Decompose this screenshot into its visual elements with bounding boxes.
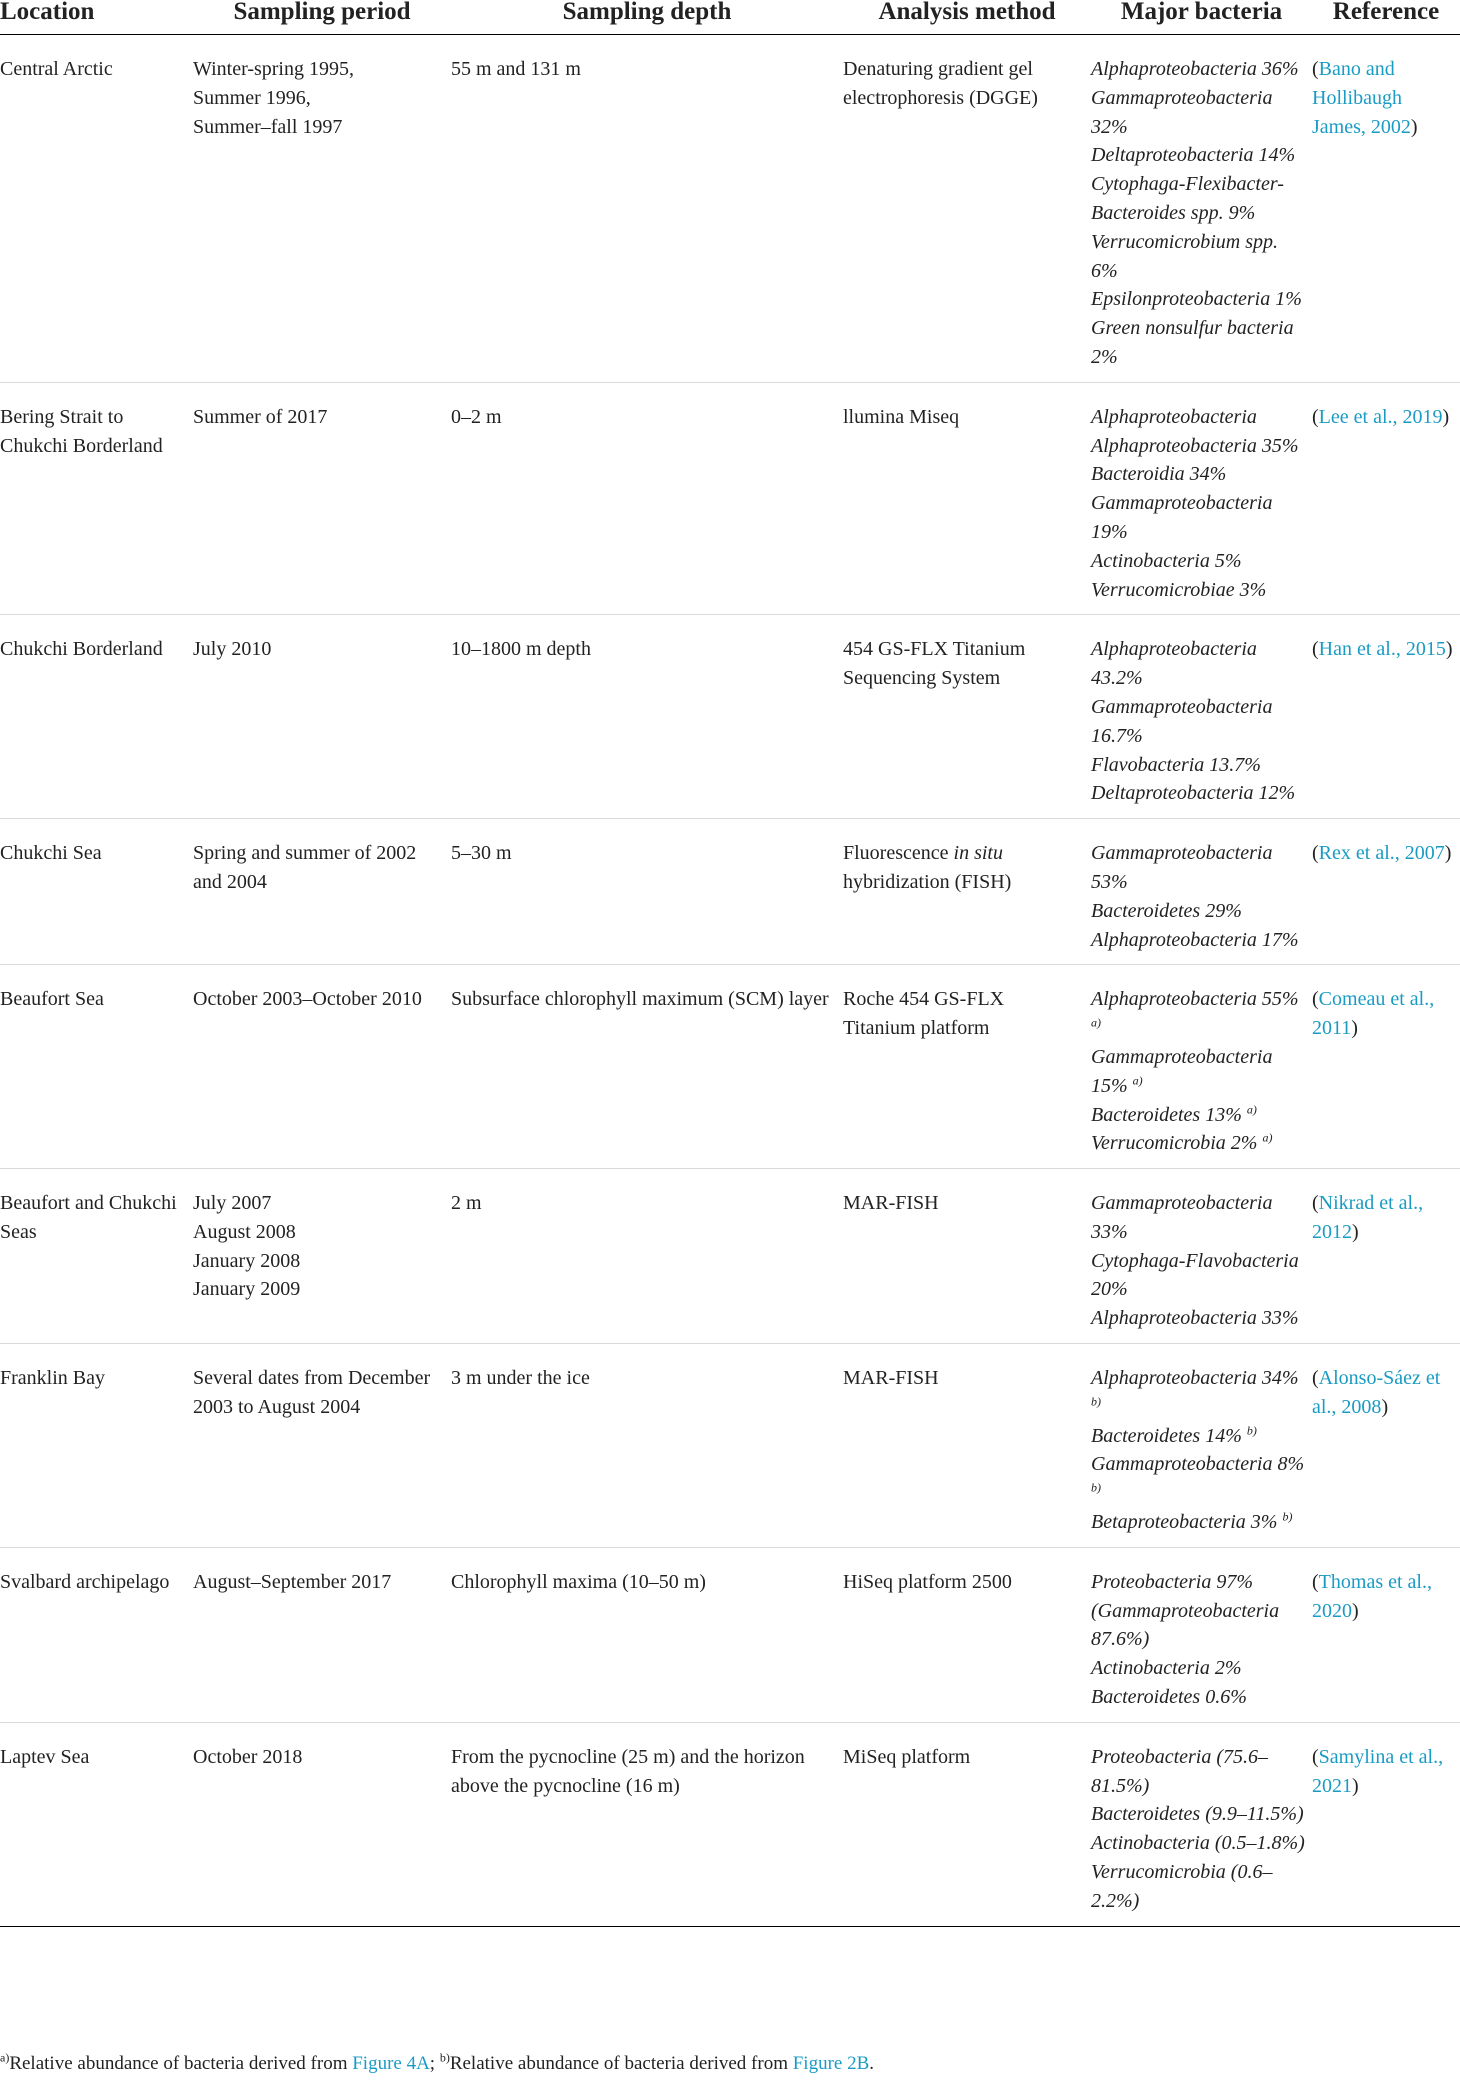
footnote-b-marker: b) xyxy=(439,2050,450,2065)
bacteria-entry xyxy=(1091,1247,1306,1305)
reference-paren-open: ( xyxy=(1312,1570,1319,1593)
table-row xyxy=(0,615,1460,819)
figure-4a-link[interactable]: Figure 4A xyxy=(352,2053,430,2074)
bacteria-text: Actinobacteria (0.5–1.8%) xyxy=(1091,1832,1305,1855)
analysis-method-cell xyxy=(843,1722,1091,1926)
location-cell xyxy=(0,965,193,1169)
reference-paren-close: ) xyxy=(1352,1774,1359,1797)
bacteria-text: Bacteroidetes 13% xyxy=(1091,1103,1242,1126)
analysis-method-cell xyxy=(843,35,1091,383)
bacteria-entry xyxy=(1091,693,1306,751)
sampling-depth-text: 2 m xyxy=(451,1192,482,1215)
bacteria-entry xyxy=(1091,170,1306,228)
analysis-method-cell xyxy=(843,1169,1091,1344)
reference-link[interactable]: Alonso-Sáez et al., 2008 xyxy=(1312,1367,1441,1418)
sampling-period-line: October 2018 xyxy=(193,1745,303,1768)
sampling-period-line: January 2009 xyxy=(193,1278,301,1301)
sampling-depth-cell xyxy=(451,1547,843,1722)
location-text: Beaufort Sea xyxy=(0,988,104,1011)
sampling-period-cell xyxy=(193,1722,451,1926)
sampling-depth-text: 55 m and 131 m xyxy=(451,58,581,80)
sampling-period-cell xyxy=(193,965,451,1169)
location-text: Chukchi Sea xyxy=(0,842,102,865)
table-row xyxy=(0,382,1460,615)
table-footnote xyxy=(0,2051,1460,2077)
analysis-method-text: Roche 454 GS-FLX Titanium platform xyxy=(843,988,1005,1040)
bacteria-text: Cytophaga-Flexibacter-Bacteroides spp. 9% xyxy=(1091,173,1284,224)
bacteria-text: Alphaproteobacteria 43.2% xyxy=(1091,638,1257,690)
major-bacteria-cell xyxy=(1091,965,1312,1169)
sampling-depth-cell xyxy=(451,615,843,819)
table-row xyxy=(0,1344,1460,1548)
analysis-method-text: 454 GS-FLX Titanium Sequencing System xyxy=(843,638,1026,690)
reference-link[interactable]: Thomas et al., 2020 xyxy=(1312,1570,1432,1622)
sampling-period-line: October 2003–October 2010 xyxy=(193,988,422,1011)
table-row xyxy=(0,1547,1460,1722)
table-body xyxy=(0,35,1460,1927)
bacteria-text: Gammaproteobacteria 15% xyxy=(1091,1045,1273,1097)
reference-paren-open: ( xyxy=(1312,842,1319,865)
location-cell xyxy=(0,615,193,819)
bacteria-text: Verrucomicrobia 2% xyxy=(1091,1132,1258,1155)
reference-paren-open: ( xyxy=(1312,1192,1319,1215)
bacteria-text: Gammaproteobacteria 33% xyxy=(1091,1192,1273,1243)
bacteria-entry xyxy=(1091,403,1306,432)
bacteria-text: Alphaproteobacteria xyxy=(1091,405,1257,428)
table-header xyxy=(0,0,1460,35)
footnote-end: . xyxy=(869,2053,874,2074)
sampling-period-cell xyxy=(193,1344,451,1548)
reference-cell xyxy=(1312,819,1460,965)
reference-cell xyxy=(1312,1547,1460,1722)
sampling-depth-text: 3 m under the ice xyxy=(451,1367,590,1390)
reference-cell xyxy=(1312,1722,1460,1926)
bacteria-text: Bacteroidetes (9.9–11.5%) xyxy=(1091,1803,1304,1826)
footnote-b-text: Relative abundance of bacteria derived from xyxy=(449,2053,793,2074)
location-cell xyxy=(0,1722,193,1926)
reference-paren-close: ) xyxy=(1444,842,1452,865)
bacteria-text: Gammaproteobacteria 19% xyxy=(1091,492,1273,543)
bacteria-text: Proteobacteria (75.6–81.5%) xyxy=(1091,1745,1269,1797)
table-row xyxy=(0,35,1460,383)
table-row xyxy=(0,965,1460,1169)
table-row xyxy=(0,1722,1460,1926)
reference-link[interactable]: Rex et al., 2007 xyxy=(1318,842,1445,865)
reference-paren-close: ) xyxy=(1352,1220,1359,1243)
major-bacteria-cell xyxy=(1091,1547,1312,1722)
bacteria-text: Deltaproteobacteria 12% xyxy=(1091,782,1296,805)
bacteria-text: Gammaproteobacteria 53% xyxy=(1091,842,1273,893)
reference-paren-open: ( xyxy=(1312,988,1319,1011)
bacteria-entry xyxy=(1091,84,1306,142)
bacteria-entry xyxy=(1091,926,1306,955)
sampling-depth-cell xyxy=(451,965,843,1169)
reference-cell xyxy=(1312,1169,1460,1344)
bacteria-entry xyxy=(1091,1043,1306,1101)
sampling-depth-cell xyxy=(451,1722,843,1926)
bacteria-text: Flavobacteria 13.7% xyxy=(1091,753,1261,776)
bacteria-text: Alphaproteobacteria 17% xyxy=(1091,928,1299,951)
bacteria-entry xyxy=(1091,432,1306,461)
reference-link[interactable]: Comeau et al., 2011 xyxy=(1312,988,1435,1040)
reference-paren-open: ( xyxy=(1312,638,1319,661)
bacteria-entry xyxy=(1091,547,1306,576)
reference-paren-open: ( xyxy=(1312,1367,1319,1390)
bacteria-entry xyxy=(1091,1683,1306,1712)
major-bacteria-cell xyxy=(1091,615,1312,819)
location-cell xyxy=(0,35,193,383)
bacteria-note-marker: a) xyxy=(1132,1073,1143,1088)
analysis-method-cell xyxy=(843,965,1091,1169)
reference-cell xyxy=(1312,35,1460,383)
location-cell xyxy=(0,1169,193,1344)
analysis-method-cell xyxy=(843,819,1091,965)
bacteria-entry xyxy=(1091,839,1306,897)
analysis-method-part: hybridization (FISH) xyxy=(843,870,1012,893)
sampling-period-cell xyxy=(193,1169,451,1344)
bacteria-entry xyxy=(1091,576,1306,605)
table-row xyxy=(0,1169,1460,1344)
major-bacteria-cell xyxy=(1091,35,1312,383)
bacteria-entry xyxy=(1091,985,1306,1043)
bacteria-entry xyxy=(1091,635,1306,693)
location-cell xyxy=(0,1344,193,1548)
header-reference: Reference xyxy=(1312,0,1460,35)
bacteria-text: Actinobacteria 5% xyxy=(1091,549,1242,572)
header-row xyxy=(0,0,1460,35)
bacteria-entry xyxy=(1091,1129,1306,1158)
header-sampling-period: Sampling period xyxy=(193,0,451,35)
sampling-period-line: Summer of 2017 xyxy=(193,405,328,428)
sampling-depth-text: Chlorophyll maxima (10–50 m) xyxy=(451,1570,706,1593)
bacteria-text: Bacteroidetes 29% xyxy=(1091,899,1242,922)
reference-paren-open: ( xyxy=(1312,1745,1319,1768)
sampling-depth-cell xyxy=(451,1169,843,1344)
sampling-period-line: Spring and summer of 2002 and 2004 xyxy=(193,842,417,893)
analysis-method-text: llumina Miseq xyxy=(843,405,960,428)
bacteria-note-marker: a) xyxy=(1246,1101,1257,1116)
bacteria-entry xyxy=(1091,1508,1306,1537)
bacteria-text: Verrucomicrobiae 3% xyxy=(1091,578,1267,601)
location-text: Svalbard archipelago xyxy=(0,1570,170,1593)
analysis-method-part: Fluorescence xyxy=(843,842,954,865)
analysis-method-cell xyxy=(843,615,1091,819)
bacteria-text: Betaproteobacteria 3% xyxy=(1091,1511,1278,1534)
bacteria-text: Alphaproteobacteria 34% xyxy=(1091,1367,1299,1390)
bacteria-text: Gammaproteobacteria 32% xyxy=(1091,86,1273,138)
reference-cell xyxy=(1312,1344,1460,1548)
sampling-period-cell xyxy=(193,819,451,965)
table-row xyxy=(0,819,1460,965)
reference-paren-close: ) xyxy=(1445,638,1453,661)
bacteria-entry xyxy=(1091,1829,1306,1858)
bacteria-entry xyxy=(1091,1101,1306,1130)
sampling-period-cell xyxy=(193,382,451,615)
footnote-a-text: Relative abundance of bacteria derived from xyxy=(9,2053,353,2074)
bacteria-text: Alphaproteobacteria 35% xyxy=(1091,434,1299,457)
header-sampling-depth: Sampling depth xyxy=(451,0,843,35)
reference-paren-close: ) xyxy=(1410,115,1418,138)
bacteria-text: Bacteroidia 34% xyxy=(1091,463,1227,486)
location-cell xyxy=(0,382,193,615)
bacteria-text: Alphaproteobacteria 55% xyxy=(1091,988,1299,1011)
header-major-bacteria: Major bacteria xyxy=(1091,0,1312,35)
bacteria-entry xyxy=(1091,1858,1306,1916)
reference-cell xyxy=(1312,615,1460,819)
sampling-period-line: January 2008 xyxy=(193,1249,301,1272)
sampling-period-line: July 2010 xyxy=(193,638,272,661)
bacteria-text: Alphaproteobacteria 36% xyxy=(1091,58,1299,80)
sampling-period-cell xyxy=(193,35,451,383)
bacteria-text: Cytophaga-Flavobacteria 20% xyxy=(1091,1249,1299,1301)
sampling-depth-text: 0–2 m xyxy=(451,405,502,428)
sampling-depth-text: Subsurface chlorophyll maximum (SCM) layer xyxy=(451,988,829,1011)
bacteria-entry xyxy=(1091,141,1306,170)
reference-paren-close: ) xyxy=(1351,1017,1358,1040)
analysis-method-part: in situ xyxy=(953,842,1003,865)
sampling-period-cell xyxy=(193,615,451,819)
bacteria-note-marker: b) xyxy=(1091,1394,1101,1409)
major-bacteria-cell xyxy=(1091,1722,1312,1926)
reference-paren-close: ) xyxy=(1381,1395,1389,1418)
analysis-method-cell xyxy=(843,1344,1091,1548)
location-text: Beaufort and Chukchi Seas xyxy=(0,1192,177,1243)
location-text: Central Arctic xyxy=(0,58,113,80)
bacteria-text: Alphaproteobacteria 33% xyxy=(1091,1307,1299,1330)
major-bacteria-cell xyxy=(1091,382,1312,615)
bacteria-entry xyxy=(1091,897,1306,926)
bacteria-text: Proteobacteria 97% (Gammaproteobacteria 87.6%) xyxy=(1091,1570,1280,1651)
sampling-depth-cell xyxy=(451,35,843,383)
analysis-method-text: HiSeq platform 2500 xyxy=(843,1570,1012,1593)
bacteria-note-marker: a) xyxy=(1091,1015,1101,1030)
sampling-depth-text: From the pycnocline (25 m) and the horizon above the pycnocline (16 m) xyxy=(451,1745,805,1797)
major-bacteria-cell xyxy=(1091,1344,1312,1548)
bacteria-text: Gammaproteobacteria 8% xyxy=(1091,1453,1305,1476)
bacteria-entry xyxy=(1091,1654,1306,1683)
footnote-a-marker: a) xyxy=(0,2050,10,2065)
analysis-method-cell xyxy=(843,382,1091,615)
bacteria-text: Gammaproteobacteria 16.7% xyxy=(1091,695,1273,747)
bacteria-entry xyxy=(1091,314,1306,372)
sampling-depth-cell xyxy=(451,1344,843,1548)
bacteria-entry xyxy=(1091,460,1306,489)
sampling-depth-cell xyxy=(451,819,843,965)
location-text: Bering Strait to Chukchi Borderland xyxy=(0,405,163,457)
bacteria-entry xyxy=(1091,1800,1306,1829)
bacteria-entry xyxy=(1091,285,1306,314)
sampling-period-line: Summer 1996, xyxy=(193,86,311,109)
bacteria-entry xyxy=(1091,779,1306,808)
bacteria-text: Actinobacteria 2% xyxy=(1091,1657,1242,1680)
figure-2b-link[interactable]: Figure 2B xyxy=(792,2053,870,2074)
bacteria-note-marker: a) xyxy=(1262,1130,1273,1145)
reference-cell xyxy=(1312,965,1460,1169)
bacteria-entry xyxy=(1091,751,1306,780)
major-bacteria-cell xyxy=(1091,819,1312,965)
sampling-period-line: Several dates from December 2003 to August 2004 xyxy=(193,1367,431,1418)
bacteria-note-marker: b) xyxy=(1091,1480,1101,1495)
header-location: Location xyxy=(0,0,193,35)
bacteria-entry xyxy=(1091,1364,1306,1422)
reference-link[interactable]: Nikrad et al., 2012 xyxy=(1312,1192,1424,1243)
bacteria-note-marker: b) xyxy=(1246,1423,1257,1438)
bacteria-text: Epsilonproteobacteria 1% xyxy=(1091,288,1302,311)
bacteria-text: Green nonsulfur bacteria 2% xyxy=(1091,317,1294,368)
analysis-method-text: MAR-FISH xyxy=(843,1192,939,1215)
sampling-period-line: July 2007 xyxy=(193,1192,272,1215)
reference-link[interactable]: Samylina et al., 2021 xyxy=(1312,1745,1444,1797)
location-cell xyxy=(0,819,193,965)
sampling-period-line: August 2008 xyxy=(193,1220,296,1243)
sampling-period-line: August–September 2017 xyxy=(193,1570,392,1593)
sampling-period-cell xyxy=(193,1547,451,1722)
location-text: Franklin Bay xyxy=(0,1367,105,1390)
bacteria-entry xyxy=(1091,1304,1306,1333)
footnote-separator: ; xyxy=(429,2053,440,2074)
header-analysis-method: Analysis method xyxy=(843,0,1091,35)
location-text: Laptev Sea xyxy=(0,1745,90,1768)
sampling-period-line: Winter-spring 1995, xyxy=(193,58,354,80)
location-cell xyxy=(0,1547,193,1722)
bacteria-entry xyxy=(1091,489,1306,547)
bacteria-entry xyxy=(1091,228,1306,286)
bacteria-entry xyxy=(1091,1743,1306,1801)
bacteria-text: Bacteroidetes 14% xyxy=(1091,1424,1242,1447)
analysis-method-text: MiSeq platform xyxy=(843,1745,971,1768)
bacteria-text: Bacteroidetes 0.6% xyxy=(1091,1686,1247,1709)
reference-paren-close: ) xyxy=(1442,405,1450,428)
bacteria-text: Deltaproteobacteria 14% xyxy=(1091,144,1296,167)
bacteria-entry xyxy=(1091,1422,1306,1451)
bacteria-text: Verrucomicrobia (0.6–2.2%) xyxy=(1091,1861,1273,1912)
reference-link[interactable]: Han et al., 2015 xyxy=(1318,638,1446,661)
analysis-method-text: Denaturing gradient gel electrophoresis (DGGE) xyxy=(843,58,1038,109)
bacteria-note-marker: b) xyxy=(1282,1509,1293,1524)
reference-paren-open: ( xyxy=(1312,58,1319,80)
reference-link[interactable]: Lee et al., 2019 xyxy=(1318,405,1443,428)
reference-paren-close: ) xyxy=(1352,1599,1359,1622)
sampling-depth-text: 5–30 m xyxy=(451,842,512,865)
analysis-method-text: MAR-FISH xyxy=(843,1367,939,1390)
sampling-depth-text: 10–1800 m depth xyxy=(451,638,591,661)
sampling-period-line: Summer–fall 1997 xyxy=(193,115,343,138)
bacteria-entry xyxy=(1091,1568,1306,1654)
reference-link[interactable]: Bano and Hollibaugh James, 2002 xyxy=(1312,58,1411,138)
location-text: Chukchi Borderland xyxy=(0,638,163,661)
bacteria-text: Verrucomicrobium spp. 6% xyxy=(1091,230,1279,282)
bacteria-entry xyxy=(1091,55,1306,84)
sampling-depth-cell xyxy=(451,382,843,615)
bacteria-entry xyxy=(1091,1450,1306,1508)
reference-cell xyxy=(1312,382,1460,615)
reference-paren-open: ( xyxy=(1312,405,1319,428)
analysis-method-cell xyxy=(843,1547,1091,1722)
major-bacteria-cell xyxy=(1091,1169,1312,1344)
bacteria-entry xyxy=(1091,1189,1306,1247)
